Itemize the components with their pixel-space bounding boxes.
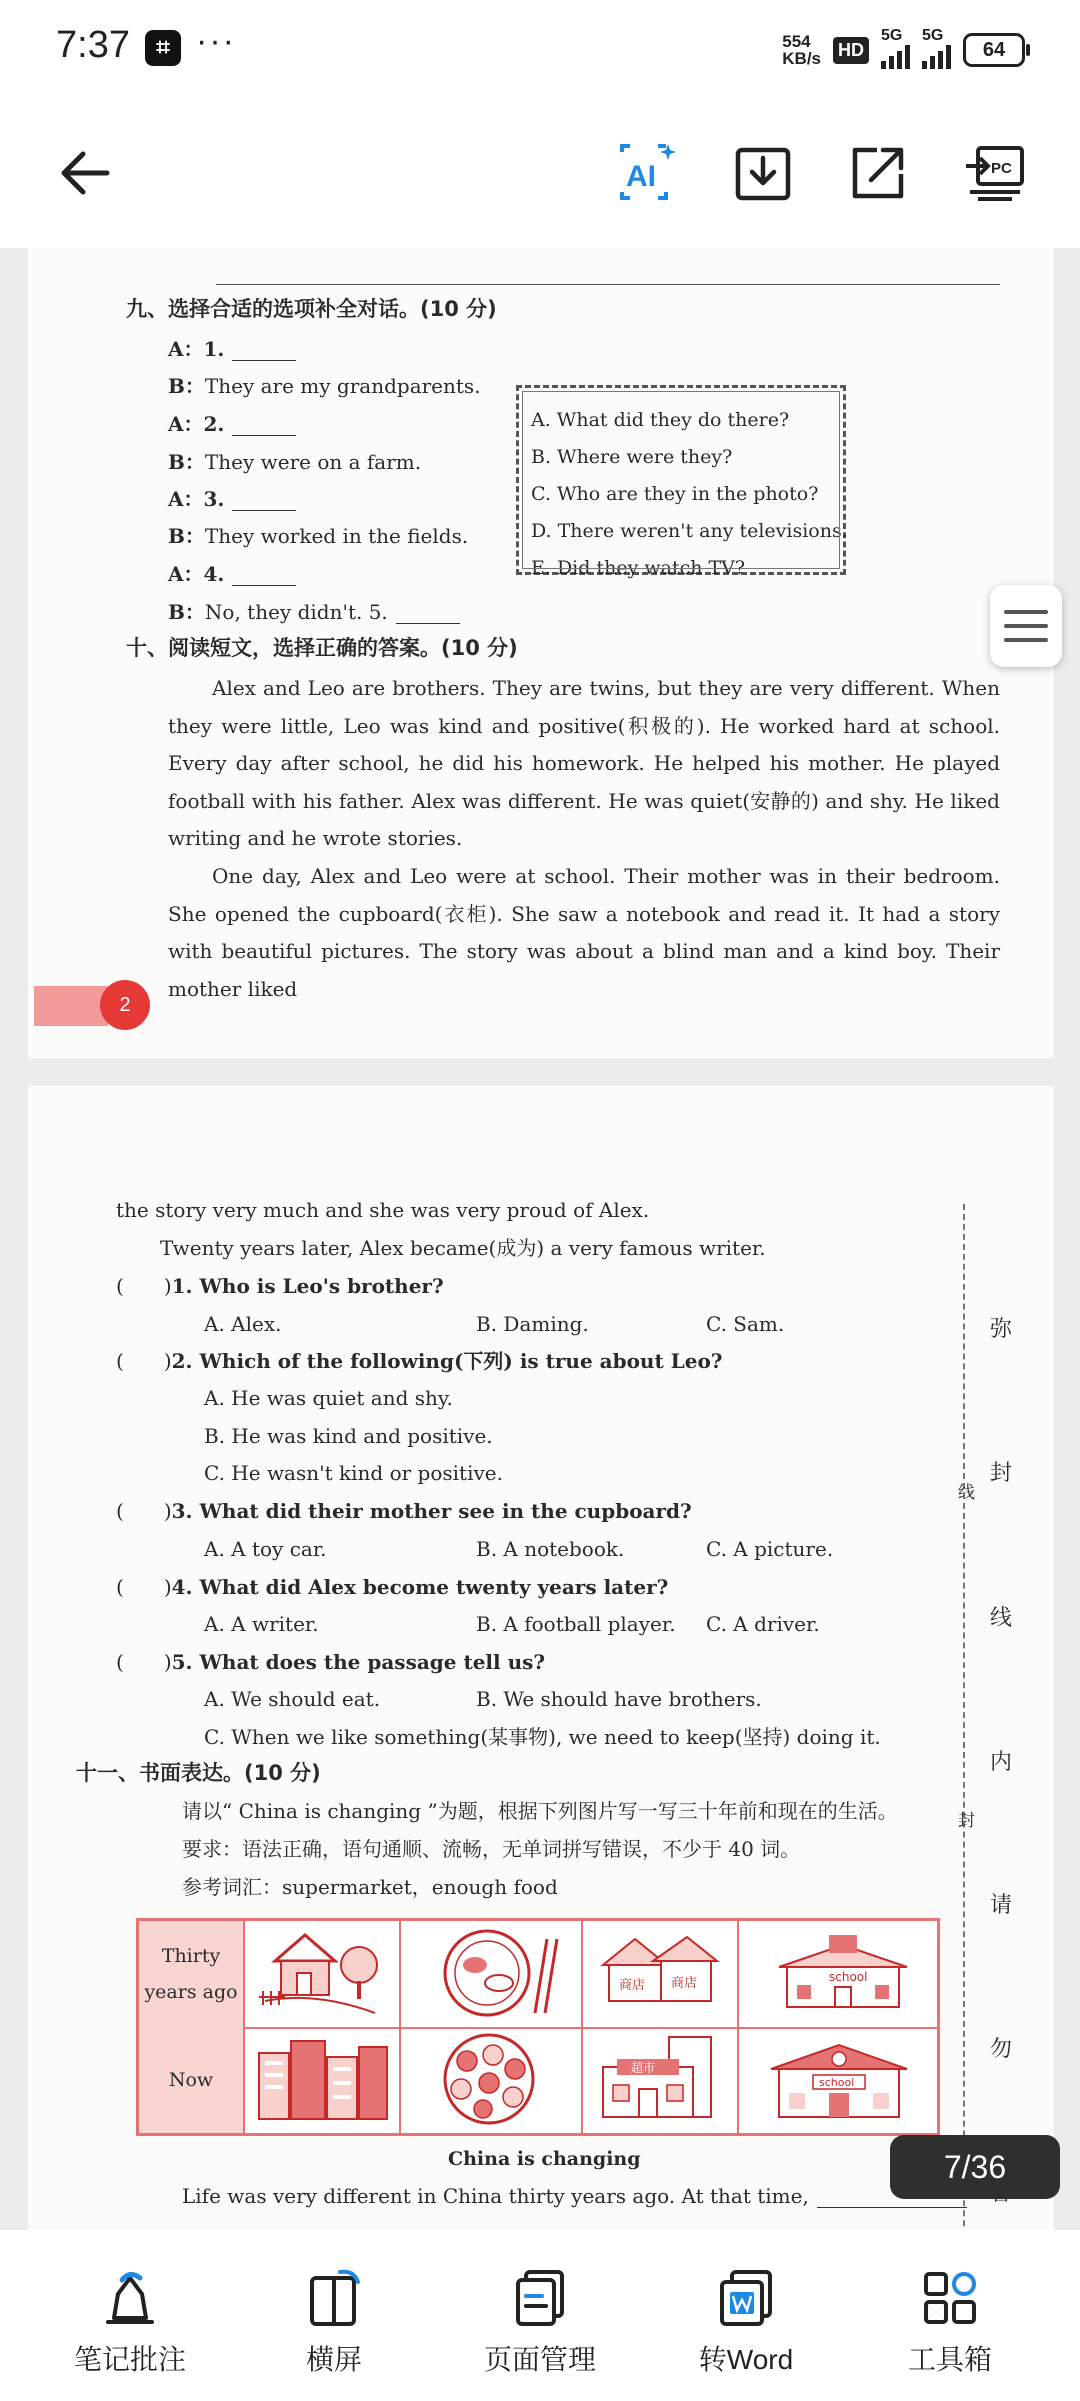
answer-option: C. A picture. xyxy=(706,1537,834,1561)
toolbox-icon xyxy=(920,2268,980,2328)
side-char: 线 xyxy=(958,1483,975,1503)
options-box: A. What did they do there? B. Where were they? C. Who are they in the photo? D. There weren't any televisions. E. Did they watch TV? xyxy=(516,385,846,575)
row-label: Thirty years ago xyxy=(139,1921,245,2027)
signal-icon: 5G xyxy=(881,31,910,69)
answer-option: B. Daming. xyxy=(476,1312,589,1336)
side-char: 勿 xyxy=(990,2037,1013,2062)
dialogue-line: A：2. xyxy=(168,412,296,436)
row-label: Now xyxy=(139,2027,245,2133)
signal-icon: 5G xyxy=(922,31,951,69)
answer-option: C. When we like something(某事物), we need to keep(坚持) doing it. xyxy=(204,1725,881,1749)
plenty-food-picture xyxy=(401,2027,583,2133)
svg-text:school: school xyxy=(819,2076,855,2089)
answer-option: C. A driver. xyxy=(706,1612,820,1636)
buildings-picture xyxy=(245,2027,401,2133)
writing-instruction: 请以“ China is changing ”为题，根据下列图片写一写三十年前和现在的生活。 xyxy=(182,1799,898,1823)
svg-text:商店: 商店 xyxy=(619,1978,646,1993)
back-button[interactable] xyxy=(50,138,120,208)
status-bar xyxy=(0,0,1080,100)
table-row xyxy=(139,1921,937,2029)
new-school-picture xyxy=(739,2027,937,2133)
menu-icon xyxy=(1004,606,1048,646)
section-10-title: 十、阅读短文，选择正确的答案。(10 分) xyxy=(126,636,518,660)
share-button[interactable] xyxy=(843,138,913,208)
landscape-button[interactable]: 横屏 xyxy=(234,2268,434,2378)
question: ( )5. What does the passage tell us? xyxy=(116,1650,546,1674)
old-house-picture xyxy=(245,1921,401,2027)
battery-icon: 64 xyxy=(963,33,1025,67)
dialogue-line: B：They are my grandparents. xyxy=(168,374,481,398)
toolbox-button[interactable]: 工具箱 xyxy=(850,2268,1050,2378)
answer-option: C. He wasn't kind or positive. xyxy=(204,1461,503,1485)
page-manage-icon xyxy=(510,2268,570,2328)
download-button[interactable] xyxy=(728,138,798,208)
convert-word-button[interactable]: 转Word xyxy=(646,2268,846,2378)
note-annotation-button[interactable]: 笔记批注 xyxy=(30,2268,230,2378)
answer-option: A. A writer. xyxy=(204,1612,319,1636)
question: ( )4. What did Alex become twenty years later? xyxy=(116,1575,669,1599)
answer-option: B. He was kind and positive. xyxy=(204,1424,493,1448)
old-shop-picture xyxy=(583,1921,739,2027)
side-char: 内 xyxy=(990,1750,1013,1775)
side-char: 弥 xyxy=(990,1317,1013,1342)
essay-title: China is changing xyxy=(448,2148,641,2170)
document-viewer[interactable] xyxy=(0,248,1080,2230)
side-char: 封 xyxy=(990,1461,1013,1486)
section-11-title: 十一、书面表达。(10 分) xyxy=(76,1761,321,1785)
writing-instruction: 参考词汇：supermarket，enough food xyxy=(182,1875,558,1899)
answer-option: B. A football player. xyxy=(476,1612,676,1636)
page-number-bar xyxy=(34,986,108,1026)
page-indicator: 7/36 xyxy=(890,2135,1060,2199)
pdf-page xyxy=(28,248,1054,1058)
picture-table xyxy=(136,1918,940,2136)
answer-option: C. Sam. xyxy=(706,1312,785,1336)
ai-icon xyxy=(614,142,680,204)
answer-option: A. A toy car. xyxy=(204,1537,327,1561)
top-toolbar xyxy=(0,100,1080,248)
cast-to-pc-button[interactable] xyxy=(960,138,1030,208)
answer-option: A. Alex. xyxy=(204,1312,282,1336)
pdf-page xyxy=(28,1086,1054,2230)
passage-line: the story very much and she was very proud of Alex. xyxy=(116,1198,650,1222)
pc-cast-icon xyxy=(964,144,1026,202)
svg-text:school: school xyxy=(829,1970,868,1984)
svg-text:超市: 超市 xyxy=(631,2061,656,2075)
word-convert-icon xyxy=(716,2268,776,2328)
svg-text:商店: 商店 xyxy=(671,1976,698,1991)
download-icon xyxy=(734,144,792,202)
status-indicators xyxy=(782,27,1025,70)
dialogue-line: A：4. xyxy=(168,562,296,586)
side-char: 封 xyxy=(958,1811,975,1831)
writing-instruction: 要求：语法正确，语句通顺、流畅，无单词拼写错误，不少于 40 词。 xyxy=(182,1837,801,1861)
answer-option: B. We should have brothers. xyxy=(476,1687,762,1711)
page-management-button[interactable]: 页面管理 xyxy=(440,2268,640,2378)
dialogue-line: B：They worked in the fields. xyxy=(168,524,469,548)
answer-option: B. A notebook. xyxy=(476,1537,625,1561)
page-number: 2 xyxy=(100,980,150,1030)
pen-annotation-icon xyxy=(100,2270,160,2326)
dialogue-line: A：3. xyxy=(168,487,296,511)
side-char: 线 xyxy=(990,1606,1013,1631)
svg-text:PC: PC xyxy=(991,160,1012,177)
passage-line: Twenty years later, Alex became(成为) a very famous writer. xyxy=(160,1236,766,1260)
dialogue-line: A：1. xyxy=(168,337,296,361)
bottom-toolbar xyxy=(0,2230,1080,2401)
passage-paragraph: One day, Alex and Leo were at school. Their mother was in their bedroom. She opened the cupboard(衣柜). She saw a notebook and read it. It had a story with beautiful pictures. The story was about a blind man and a kind boy. Their mother liked xyxy=(168,864,1000,1001)
svg-text:AI: AI xyxy=(626,160,656,193)
table-row xyxy=(139,2027,937,2133)
hd-badge: HD xyxy=(833,37,869,64)
plate-picture xyxy=(401,1921,583,2027)
answer-option: A. He was quiet and shy. xyxy=(204,1386,453,1410)
question: ( )2. Which of the following(下列) is true about Leo? xyxy=(116,1349,723,1373)
question: ( )3. What did their mother see in the cupboard? xyxy=(116,1499,692,1523)
supermarket-picture xyxy=(583,2027,739,2133)
question: ( )1. Who is Leo's brother? xyxy=(116,1274,444,1298)
network-speed: 554 KB/s xyxy=(782,32,821,68)
rotate-landscape-icon xyxy=(304,2268,364,2328)
divider xyxy=(216,284,1000,285)
section-9-title: 九、选择合适的选项补全对话。(10 分) xyxy=(126,297,497,321)
share-icon xyxy=(849,144,907,202)
more-notifications-icon: ··· xyxy=(196,22,236,60)
dialogue-line: B：No, they didn't. 5. xyxy=(168,600,460,624)
essay-start: Life was very different in China thirty years ago. At that time, xyxy=(182,2184,967,2208)
app-notification-icon: ⌗ xyxy=(145,30,181,66)
ai-button[interactable] xyxy=(612,138,682,208)
passage-paragraph: Alex and Leo are brothers. They are twins, but they are very different. When they were little, Leo was kind and positive(积极的). He worked hard at school. Every day after school, he did his homework. He helped his mother. He played football with his father. Alex was different. He was quiet(安静的) and shy. He liked writing and he wrote stories. xyxy=(168,676,1000,850)
back-arrow-icon xyxy=(57,148,113,198)
floating-menu-button[interactable] xyxy=(990,585,1062,667)
status-time: 7:37 xyxy=(56,24,130,66)
old-school-picture xyxy=(739,1921,937,2027)
side-char: 请 xyxy=(990,1893,1013,1918)
dialogue-line: B：They were on a farm. xyxy=(168,450,422,474)
binding-line xyxy=(963,1204,965,2230)
answer-option: A. We should eat. xyxy=(204,1687,381,1711)
